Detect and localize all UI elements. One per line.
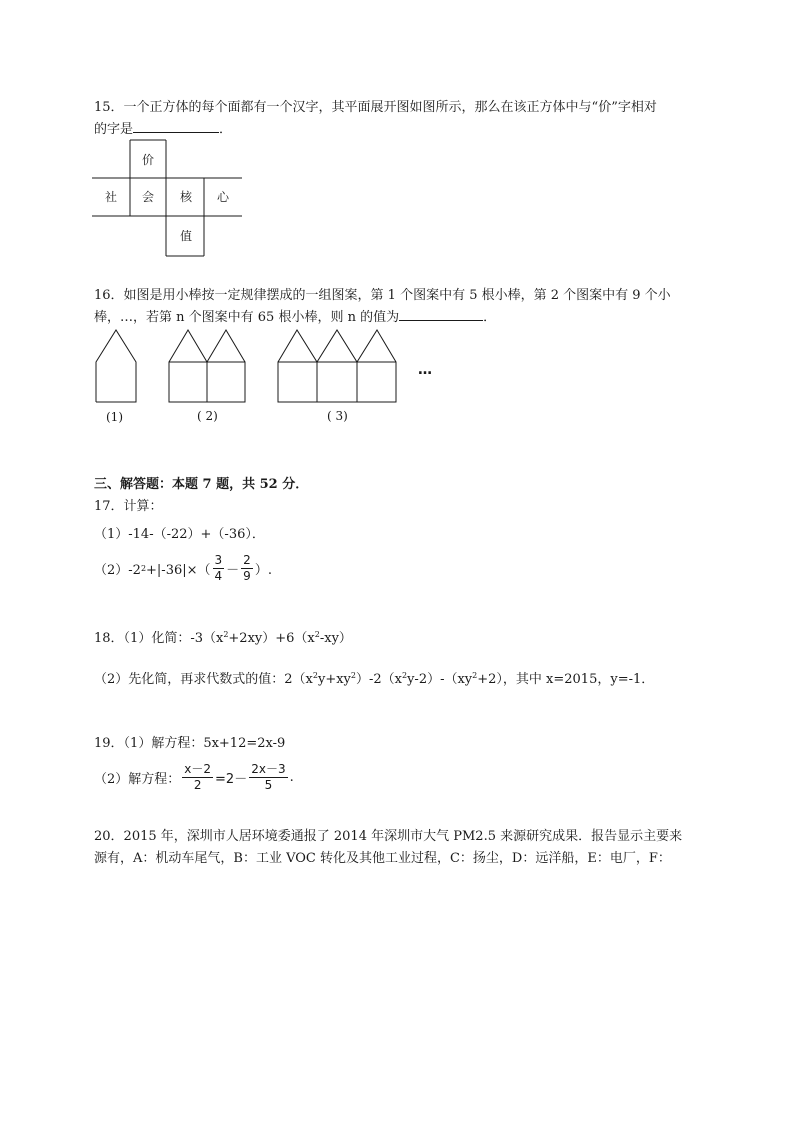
q15-line2-suffix: ．: [219, 122, 233, 137]
q20-line1: 20．2015 年，深圳市人居环境委通报了 2014 年深圳市大气 PM2.5 来源研究成果．报告显示主要来: [94, 829, 683, 844]
caption-3: ( 3): [327, 409, 348, 423]
q19-part1: 19．（1）解方程：5x+12=2x-9: [94, 736, 286, 751]
figures-ellipsis: …: [418, 362, 432, 378]
cube-cell-zhi: 值: [179, 228, 192, 243]
minus-sign: －: [226, 563, 240, 578]
q17-part2: （2）-2 2 +|-36|×（ $\frac{3}{4}$ － $\frac{2}{9}$ ）.: [94, 553, 272, 583]
q18-part1: 18．（1）化简：$-3(x^2+2xy)+6(x^2-xy)$: [94, 630, 352, 646]
answer-blank[interactable]: [399, 308, 483, 321]
q17-p2-mid: +|-36|×（: [146, 563, 211, 578]
answer-blank[interactable]: [133, 120, 219, 133]
q19-part2: （2）解方程： $\frac{x-2}{2}$ =2－ $\frac{2x-3}{5}$ .: [94, 762, 294, 792]
q17-p2-prefix: （2）-2: [94, 563, 141, 578]
caption-2: ( 2): [197, 409, 218, 423]
house-figure-1: [96, 330, 136, 402]
q16-line1: 16．如图是用小棒按一定规律摆成的一组图案，第 1 个图案中有 5 根小棒，第 2 个图案中有 9 个小: [94, 288, 671, 303]
house-figure-3: [278, 330, 396, 402]
caption-1: (1): [106, 410, 123, 424]
fraction-3-4: $\frac{3}{4}$: [214, 553, 223, 583]
cube-cell-jia: 价: [141, 152, 154, 167]
house-figure-2: [169, 330, 245, 402]
fraction-x-minus-2-over-2: $\frac{x-2}{2}$: [184, 762, 212, 792]
cube-cell-hui: 会: [141, 189, 154, 204]
q20-line2: 源有，A：机动车尾气，B：工业 VOC 转化及其他工业过程，C：扬尘，D：远洋船，E：电厂，F：: [94, 851, 671, 866]
fraction-2-9: $\frac{2}{9}$: [243, 553, 251, 583]
q18-part2: （2）先化简，再求代数式的值：$2(x^2y+xy^2)-2(x^2y-2)-(xy^2+2)$，其中 x=2015，y=-1．: [94, 671, 655, 687]
fraction-2x-minus-3-over-5: $\frac{2x-3}{5}$: [251, 762, 286, 792]
q15-line1: 15．一个正方体的每个面都有一个汉字，其平面展开图如图所示，那么在该正方体中与“价”字相对: [94, 100, 657, 115]
cube-cell-he: 核: [179, 189, 192, 204]
cube-cell-xin: 心: [216, 189, 229, 204]
matchstick-figures: [90, 326, 440, 406]
q16-line2: [94, 306, 496, 325]
q15-line2-prefix: 的字是: [94, 122, 134, 137]
q16-line2-prefix: 棒，…，若第 n 个图案中有 65 根小棒，则 n 的值为: [94, 310, 400, 325]
q15-line2: [94, 118, 232, 137]
q16-line2-suffix: ．: [483, 310, 497, 325]
q17-p2-suffix: ）.: [254, 563, 272, 578]
cube-cell-she: 社: [104, 189, 117, 204]
q17-part1: （1）-14-（-22）+（-36）．: [94, 527, 265, 542]
q17-title: 17．计算：: [94, 499, 163, 514]
section-title: 三、解答题：本题 7 题，共 52 分．: [94, 477, 309, 492]
